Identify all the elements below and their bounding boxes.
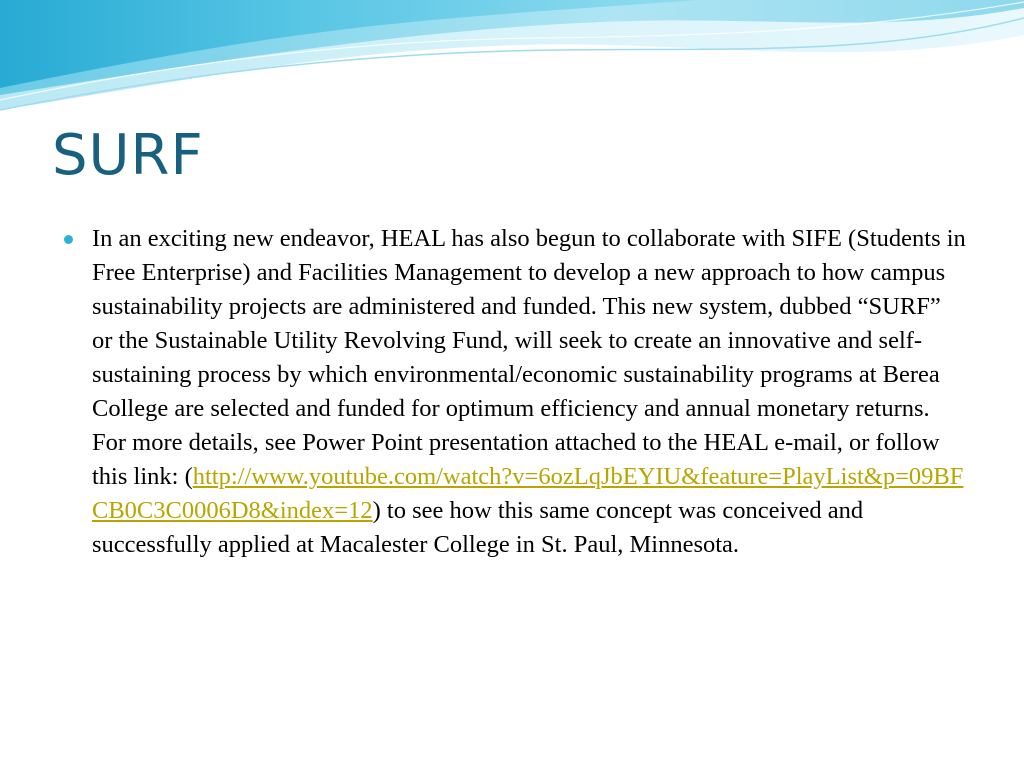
body-text-after-link: ) to see how this same concept was conceived and successfully applied at Macalester College in St. Paul, Minnesota. — [92, 497, 864, 558]
youtube-link[interactable]: http://www.youtube.com/watch?v=6ozLqJbEYIU&feature=PlayList&p=09BFCB0C3C0006D8&index=12 — [92, 463, 964, 524]
bullet-item — [62, 222, 967, 562]
header-wave-decoration — [0, 0, 1024, 130]
bullet-list — [62, 222, 967, 562]
body-text-before-link: In an exciting new endeavor, HEAL has also begun to collaborate with SIFE (Students in Free Enterprise) and Facilities Management to develop a new approach to how campus sustainability projects are administered and funded. This new system, dubbed “SURF” or the Sustainable Utility Revolving Fund, will seek to create an innovative and self-sustaining process by which environmental/economic sustainability programs at Berea College are selected and funded for optimum efficiency and annual monetary returns. For more details, see Power Point presentation attached to the HEAL e-mail, or follow this link: ( — [92, 225, 966, 490]
slide-title: SURF — [52, 123, 204, 188]
bullet-icon — [64, 235, 73, 244]
